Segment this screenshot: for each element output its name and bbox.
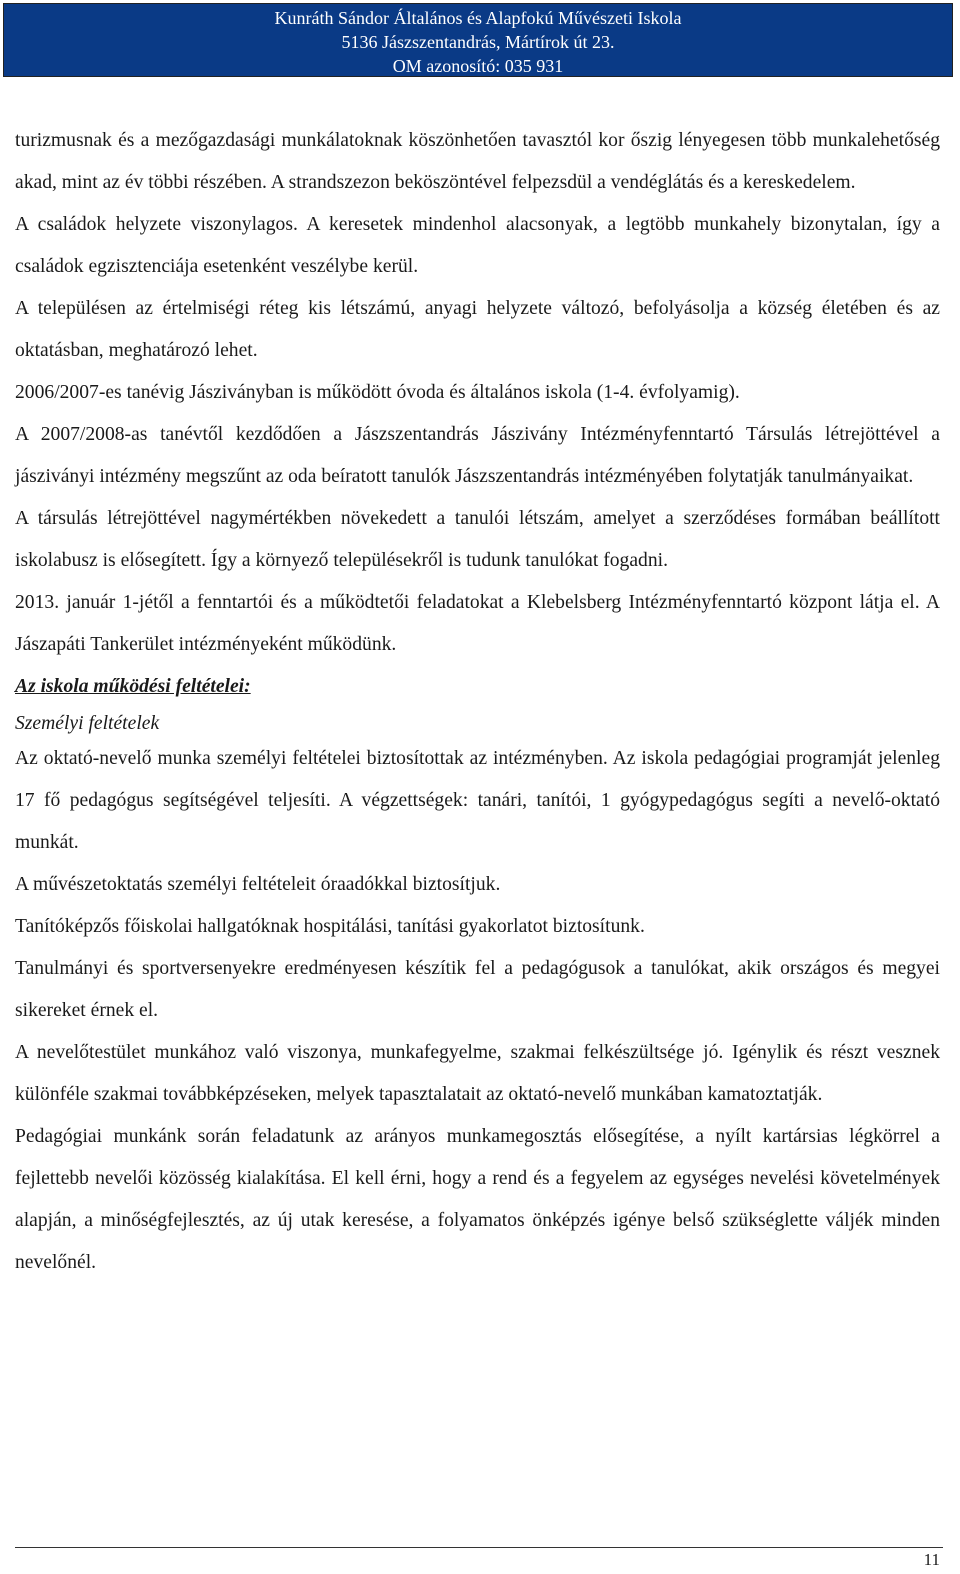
school-address: 5136 Jászszentandrás, Mártírok út 23. (341, 32, 615, 52)
section-heading: Az iskola működési feltételei: (15, 676, 251, 697)
footer-divider (15, 1547, 943, 1548)
paragraph-klebelsberg: 2013. január 1-jétől a fenntartói és a működtetői feladatokat a Klebelsberg Intézményfenntartó központ látja el. A Jászapáti Tankerület intézményeként működünk. (15, 592, 940, 655)
paragraph-trainees: Tanítóképzős főiskolai hallgatóknak hospitálási, tanítási gyakorlatot biztosítunk. (15, 916, 645, 937)
paragraph-jaszivany: 2006/2007-es tanévig Jásziványban is működött óvoda és általános iskola (1-4. évfolyamig). (15, 382, 740, 403)
paragraph-staff: Az oktató-nevelő munka személyi feltételei biztosítottak az intézményben. Az iskola pedagógiai programját jelenleg 17 fő pedagógus segítségével teljesíti. A végzettségek: tanári, tanítói, 1 gyógypedagógus segíti a nevelő-oktató munkát. (15, 748, 940, 853)
paragraph-staff-attitude: A nevelőtestület munkához való viszonya, munkafegyelme, szakmai felkészültsége jó. Igénylik és részt vesznek különféle szakmai továbbképzéseken, melyek tapasztalatait az oktató-nevelő munkában kamatoztatják. (15, 1042, 940, 1105)
school-name: Kunráth Sándor Általános és Alapfokú Művészeti Iskola (274, 8, 682, 28)
paragraph-intelligentsia: A településen az értelmiségi réteg kis létszámú, anyagi helyzete változó, befolyásolja a község életében és az oktatásban, meghatározó lehet. (15, 298, 940, 361)
school-om-id: OM azonosító: 035 931 (392, 56, 564, 76)
document-body (15, 120, 940, 1284)
paragraph-school-bus: A társulás létrejöttével nagymértékben növekedett a tanulói létszám, amelyet a szerződéses formában beállított iskolabusz is elősegített. Így a környező településekről is tudunk tanulókat fogadni. (15, 508, 940, 571)
paragraph-pedagogical-work: Pedagógiai munkánk során feladatunk az arányos munkamegosztás elősegítése, a nyílt kartársias légkörrel a fejlettebb nevelői közösség kialakítása. El kell érni, hogy a rend és a fegyelem az egységes nevelési követelmények alapján, a minőségfejlesztés, az új utak keresése, a folyamatos önképzés igénye belső szükséglette váljék minden nevelőnél. (15, 1126, 940, 1273)
paragraph-association: A 2007/2008-as tanévtől kezdődően a Jászszentandrás Jászivány Intézményfenntartó Társulás létrejöttével a jásziványi intézmény megszűnt az oda beíratott tanulók Jászszentandrás intézményében folytatják tanulmányaikat. (15, 424, 940, 487)
section-subheading: Személyi feltételek (15, 713, 160, 734)
page-number: 11 (923, 1550, 940, 1569)
document-header (3, 3, 953, 77)
paragraph-art-education: A művészetoktatás személyi feltételeit óraadókkal biztosítjuk. (15, 874, 501, 895)
paragraph-competitions: Tanulmányi és sportversenyekre eredményesen készítik fel a pedagógusok a tanulókat, akik országos és megyei sikereket érnek el. (15, 958, 940, 1021)
paragraph-families: A családok helyzete viszonylagos. A keresetek mindenhol alacsonyak, a legtöbb munkahely bizonytalan, így a családok egzisztenciája esetenként veszélybe kerül. (15, 214, 940, 277)
paragraph-tourism: turizmusnak és a mezőgazdasági munkálatoknak köszönhetően tavasztól kor őszig lényegesen több munkalehetőség akad, mint az év többi részében. A strandszezon beköszöntével felpezsdül a vendéglátás és a kereskedelem. (15, 130, 940, 193)
